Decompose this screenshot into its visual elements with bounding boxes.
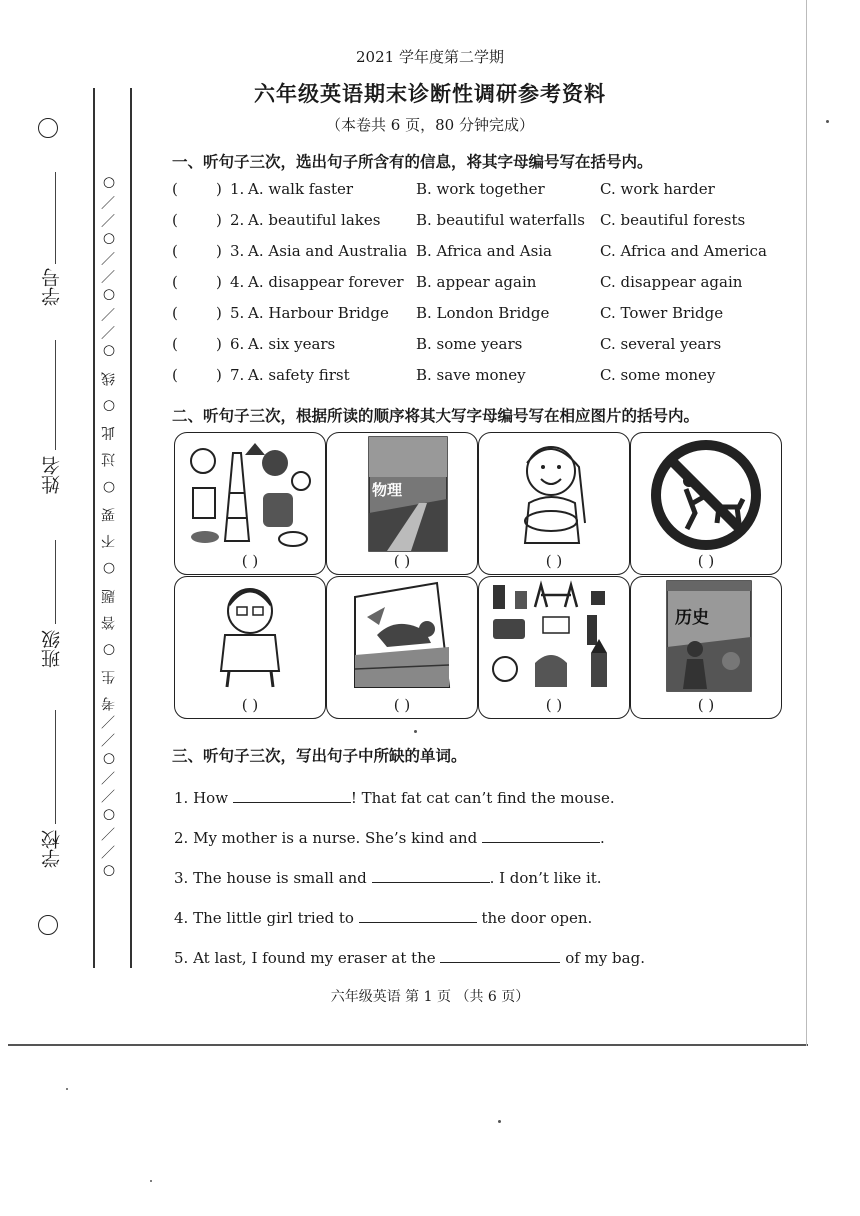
fill-item-text-after: the door open. [476,909,593,927]
question-row [172,242,792,268]
happy-girl-icon [479,433,629,553]
question-number: 6. [230,335,245,353]
history-book-icon [631,577,781,697]
scan-speck [498,1120,501,1123]
option-a: A. beautiful lakes [248,211,381,229]
answer-paren[interactable]: ( ) [697,552,715,570]
question-row [172,335,792,361]
option-c: C. several years [600,335,722,353]
scan-edge-line [8,1044,808,1046]
scan-speck [826,120,829,123]
answer-paren-open[interactable]: ( [172,304,178,322]
answer-paren-close[interactable]: ) [216,211,222,229]
class-label: 班级 [41,630,63,668]
fill-item-text-after: . [599,829,605,847]
section3-title: 三、听句子三次，写出句子中所缺的单词。 [172,747,467,765]
school-label: 学校 [41,830,63,868]
option-b: B. beautiful waterfalls [416,211,585,229]
picture-card-history-book [630,576,782,719]
scan-speck [150,1180,152,1182]
fill-item-text-after: of my bag. [560,949,645,967]
answer-paren[interactable]: ( ) [697,696,715,714]
question-row [172,304,792,330]
picture-card-france [174,432,326,575]
picture-card-no-dog-fouling [630,432,782,575]
exam-note: （本卷共 6 页，80 分钟完成） [326,116,534,134]
answer-paren[interactable]: ( ) [545,552,563,570]
answer-blank[interactable] [440,946,560,963]
answer-paren-open[interactable]: ( [172,242,178,260]
answer-paren[interactable]: ( ) [393,552,411,570]
option-b: B. save money [416,366,526,384]
name-label: 姓名 [41,456,63,494]
answer-paren-open[interactable]: ( [172,335,178,353]
option-c: C. some money [600,366,716,384]
question-number: 4. [230,273,245,291]
picture-card-physics-book [326,432,478,575]
answer-paren[interactable]: ( ) [545,696,563,714]
name-line [55,340,56,450]
student-number-label: 学号 [41,268,63,306]
dog-jumping-wall-icon [327,577,477,697]
option-b: B. some years [416,335,523,353]
fill-item-text-before: 3. The house is small and [174,869,372,887]
fill-item-4 [174,906,592,927]
option-c: C. Tower Bridge [600,304,724,322]
answer-paren-open[interactable]: ( [172,180,178,198]
question-row [172,273,792,299]
scan-edge-line-vertical [806,0,807,1046]
answer-paren[interactable]: ( ) [393,696,411,714]
fill-item-text-after: . I don’t like it. [489,869,602,887]
option-c: C. disappear again [600,273,743,291]
no-dog-sign-icon [631,433,781,553]
fill-item-text-after: ! That fat cat can’t find the mouse. [350,789,615,807]
option-a: A. Harbour Bridge [248,304,389,322]
student-number-line [55,172,56,264]
answer-paren-open[interactable]: ( [172,211,178,229]
picture-card-london [478,576,630,719]
fill-item-text-before: 5. At last, I found my eraser at the [174,949,441,967]
fill-item-1 [174,786,615,807]
answer-paren[interactable]: ( ) [241,552,259,570]
option-a: A. Asia and Australia [248,242,408,260]
london-collage-icon [479,577,629,697]
physics-book-title: 物理 [372,481,403,499]
france-collage-icon [175,433,325,553]
answer-blank[interactable] [233,786,351,803]
binding-line-left [93,88,95,968]
option-a: A. six years [248,335,336,353]
option-c: C. Africa and America [600,242,767,260]
fill-item-3 [174,866,602,887]
question-number: 2. [230,211,245,229]
option-c: C. beautiful forests [600,211,746,229]
question-row [172,366,792,392]
question-row [172,180,792,206]
page-footer: 六年级英语 第 1 页 （共 6 页） [330,989,530,1005]
option-a: A. safety first [248,366,350,384]
term-heading: 2021 学年度第二学期 [356,48,504,66]
sad-boy-icon [175,577,325,697]
fill-item-text-before: 4. The little girl tried to [174,909,359,927]
fill-item-text-before: 2. My mother is a nurse. She’s kind and [174,829,482,847]
picture-card-dog-wall [326,576,478,719]
answer-paren-close[interactable]: ) [216,273,222,291]
page-title: 六年级英语期末诊断性调研参考资料 [254,82,606,106]
scan-speck [414,730,417,733]
answer-paren-close[interactable]: ) [216,304,222,322]
history-book-title: 历史 [675,608,709,628]
option-b: B. appear again [416,273,537,291]
answer-blank[interactable] [359,906,477,923]
fill-item-text-before: 1. How [174,789,233,807]
binding-hole-bottom [38,915,58,935]
section1-title: 一、听句子三次，选出句子所含有的信息，将其字母编号写在括号内。 [172,153,653,171]
option-b: B. London Bridge [416,304,550,322]
school-line [55,710,56,824]
question-number: 5. [230,304,245,322]
fill-item-5 [174,946,645,967]
picture-card-sad-boy [174,576,326,719]
question-row [172,211,792,237]
answer-blank[interactable] [482,826,600,843]
option-a: A. disappear forever [248,273,404,291]
answer-paren-close[interactable]: ) [216,335,222,353]
question-number: 3. [230,242,245,260]
answer-blank[interactable] [372,866,490,883]
fill-item-2 [174,826,605,847]
option-c: C. work harder [600,180,715,198]
class-line [55,540,56,624]
seal-line-text: ○／／○／／○／／考 生 ○ 答 题 ○ 不 要 ○ 过 此 ○ 线 ○／／○／／○／／○ [101,171,117,879]
option-b: B. Africa and Asia [416,242,553,260]
section2-title: 二、听句子三次，根据所读的顺序将其大写字母编号写在相应图片的括号内。 [172,407,700,425]
answer-paren-close[interactable]: ) [216,242,222,260]
answer-paren[interactable]: ( ) [241,696,259,714]
question-number: 1. [230,180,245,198]
binding-hole-top [38,118,58,138]
option-a: A. walk faster [248,180,354,198]
question-number: 7. [230,366,245,384]
answer-paren-open[interactable]: ( [172,273,178,291]
scan-speck [66,1088,68,1090]
picture-card-happy-girl [478,432,630,575]
answer-paren-close[interactable]: ) [216,180,222,198]
binding-line-right [130,88,132,968]
answer-paren-close[interactable]: ) [216,366,222,384]
option-b: B. work together [416,180,545,198]
answer-paren-open[interactable]: ( [172,366,178,384]
